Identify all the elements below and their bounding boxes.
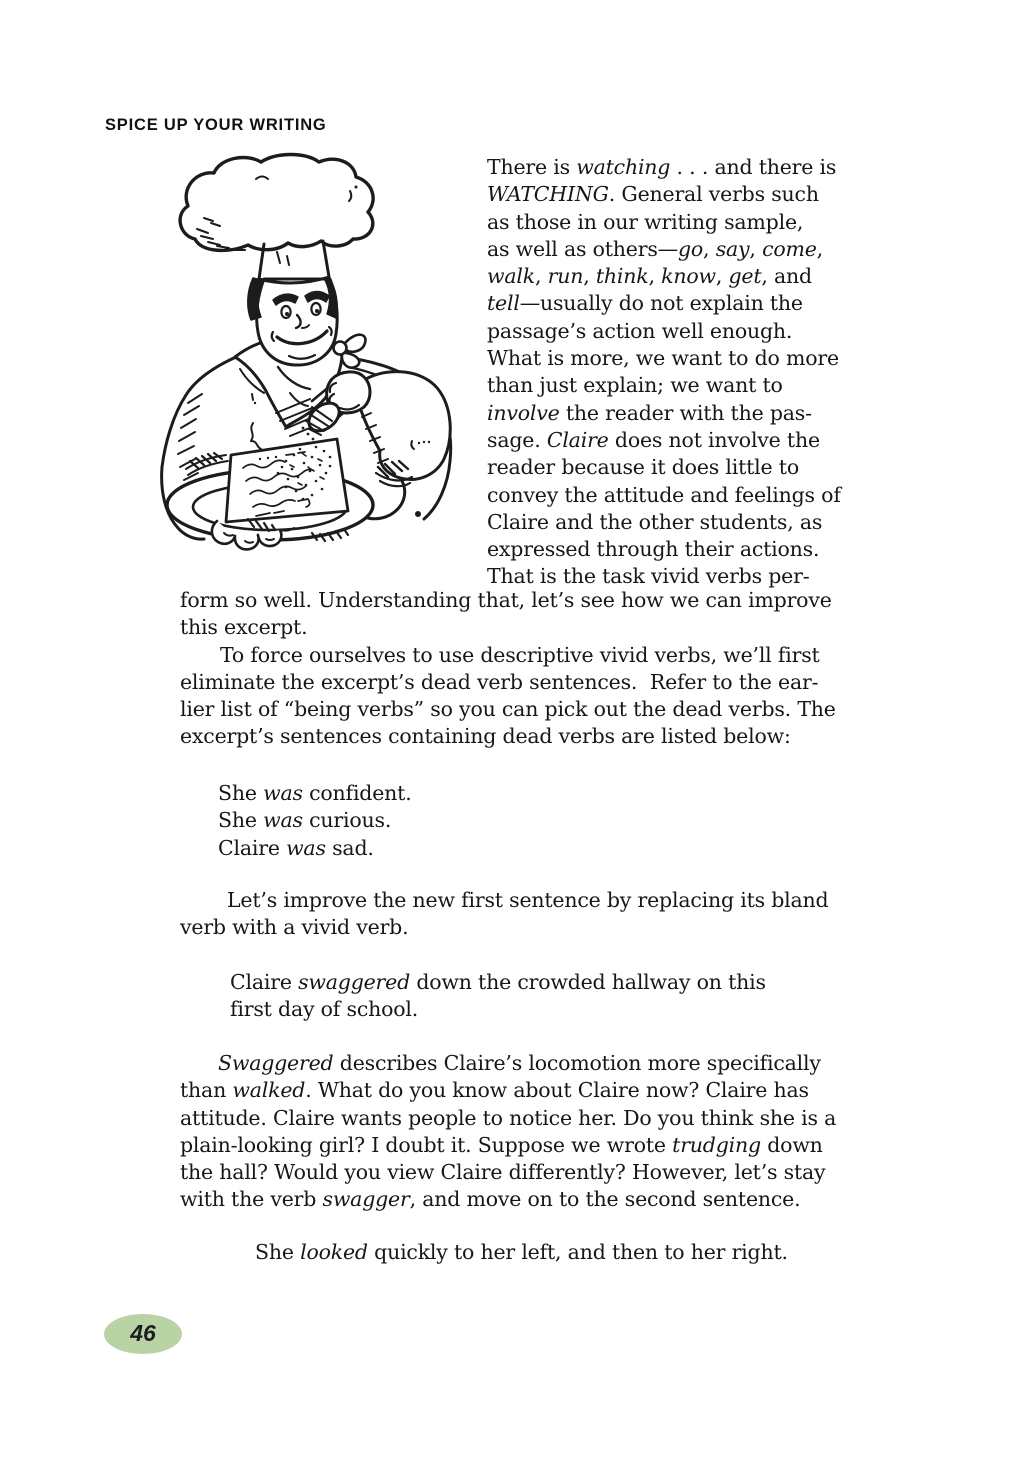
text-line: Claire and the other students, as [487, 509, 823, 534]
text-line: first day of school. [230, 997, 419, 1022]
text-line: Claire swaggered down the crowded hallway on this [230, 970, 766, 994]
page-number-badge [104, 1314, 182, 1354]
text-line: Swaggered describes Claire’s locomotion more specifically [218, 1051, 821, 1075]
text-line: plain-looking girl? I doubt it. Suppose we wrote trudging down [180, 1132, 823, 1157]
page-kicker-title: SPICE UP YOUR WRITING [105, 116, 327, 134]
text-line: eliminate the excerpt’s dead verb sentences. Refer to the ear- [180, 669, 819, 694]
example-sentence-swaggered [230, 969, 766, 1024]
ink-dot [415, 511, 421, 517]
text-line: lier list of “being verbs” so you can pick out the dead verbs. The [180, 697, 836, 722]
chef-hat [180, 155, 373, 284]
text-line: WATCHING. General verbs such [487, 182, 819, 207]
text-line: She was curious. [218, 808, 392, 833]
text-line: excerpt’s sentences containing dead verbs are listed below: [180, 724, 791, 749]
text-line: attitude. Claire wants people to notice her. Do you think she is a [180, 1105, 837, 1130]
text-line: verb with a vivid verb. [180, 915, 409, 940]
text-line: form so well. Understanding that, let’s see how we can improve [180, 588, 832, 612]
paragraph-lets-improve [180, 887, 828, 942]
text-line: She was confident. [218, 781, 412, 805]
text-line: involve the reader with the pas- [487, 400, 812, 425]
paragraph-swaggered-discussion [180, 1050, 836, 1214]
text-line: Let’s improve the new first sentence by replacing its bland [227, 888, 829, 912]
text-line: reader because it does little to [487, 455, 799, 480]
chef-illustration [140, 150, 470, 582]
text-line: What is more, we want to do more [487, 346, 839, 371]
text-line: expressed through their actions. [487, 537, 820, 562]
text-line: sage. Claire does not involve the [487, 427, 820, 452]
text-line: To force ourselves to use descriptive vivid verbs, we’ll first [220, 642, 820, 667]
writing-paper [226, 423, 348, 522]
paragraph-improve-excerpt [180, 587, 836, 751]
text-line: That is the task vivid verbs per- [487, 564, 810, 589]
example-sentence-looked [255, 1239, 788, 1266]
text-line: She looked quickly to her left, and then to her right. [255, 1240, 788, 1264]
text-line: than just explain; we want to [487, 373, 783, 398]
text-line: There is watching . . . and there is [487, 155, 837, 179]
text-line: the hall? Would you view Claire differently? However, let’s stay [180, 1160, 826, 1185]
text-line: with the verb swagger, and move on to the second sentence. [180, 1187, 801, 1212]
text-line: convey the attitude and feelings of [487, 482, 841, 507]
text-line: than walked. What do you know about Claire now? Claire has [180, 1078, 809, 1103]
text-line: walk, run, think, know, get, and [487, 264, 812, 289]
text-line: tell—usually do not explain the [487, 291, 803, 316]
page-number: 46 [130, 1319, 156, 1346]
text-line: as those in our writing sample, [487, 209, 804, 234]
dead-verb-sentence-list [218, 780, 412, 862]
intro-paragraph-right-column [487, 154, 841, 591]
text-line: passage’s action well enough. [487, 318, 793, 343]
text-line: this excerpt. [180, 615, 308, 640]
text-line: Claire was sad. [218, 835, 374, 860]
text-line: as well as others—go, say, come, [487, 236, 823, 261]
